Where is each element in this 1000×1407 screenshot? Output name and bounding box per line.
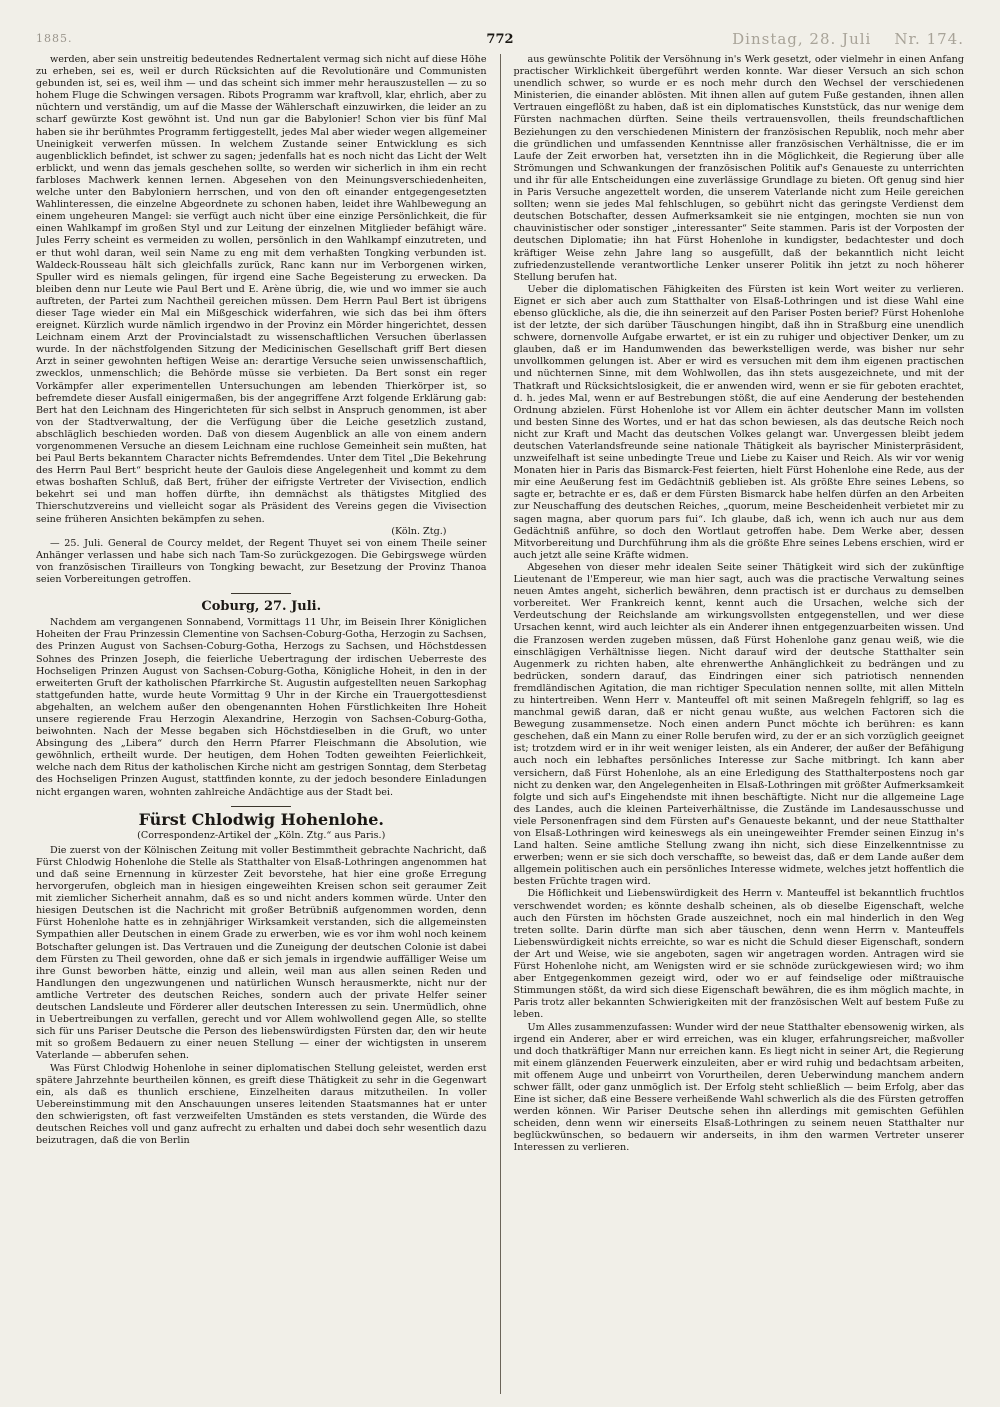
article-paragraph: Ueber die diplomatischen Fähigkeiten des Fürsten ist kein Wort weiter zu verlieren. Eignet er sich aber auch zum Statthalter von Elsaß-Lothringen und ist diese Wahl eine ebenso glückliche, als die, die ihn seinerzeit auf den Pariser Posten berief? Fürst Hohenlohe ist der letzte, der sich darüber Täuschungen hingibt, daß ihn in Straßburg eine unendlich schwere, dornenvolle Aufgabe erwartet, er ist ein zu ruhiger und objectiver Denker, um zu glauben, daß er im Handumwenden das bewerkstelligen werde, was bisher nur sehr unvollkommen gelungen ist. Aber er wird es versuchen mit dem ihm eigenen practischen und nüchternen Sinne, mit dem Wohlwollen, das ihn stets ausgezeichnete, und mit der Thatkraft und Rücksichtslosigkeit, die er anwenden wird, wenn er sie für geboten erachtet, d. h. jedes Mal, wenn er auf Bestrebungen stößt, die auf eine Aenderung der bestehenden Ordnung abzielen. Fürst Hohenlohe ist vor Allem ein ächter deutscher Mann im vollsten und besten Sinne des Wortes, und er hat das schon bewiesen, als das deutsche Reich noch nicht zur Kraft und Macht das deutschen Volkes gelangt war. Unvergessen bleibt jedem deutschen Vaterlandsfreunde seine nationale Thätigkeit als bayrischer Ministerpräsident, unzweifelhaft ist seine unbedingte Treue und Liebe zu Kaiser und Reich. Als wir vor wenig Monaten hier in Paris das Bismarck-Fest feierten, hielt Fürst Hohenlohe eine Rede, aus der mir eine Aeußerung fest im Gedächtniß geblieben ist. Als größte Ehre seines Lebens, so sagte er, betrachte er es, daß er dem Fürsten Bismarck habe helfen dürfen an den Arbeiten zur Neuschaffung des deutschen Reiches, „quorum, meine Bescheidenheit verbietet mir zu sagen magna, aber quorum pars fui“. Ich glaube, daß ich, wenn ich auch nur aus dem Gedächtniß anführe, so doch den Wortlaut getroffen habe. Dem Werke aber, dessen Mitvorbereitung und Durchführung ihm als die größte Ehre seines Lebens erschien, wird er auch jetzt alle seine Kräfte widmen. <box>513 283 964 561</box>
date-partial: Dinstag, 28. Juli <box>732 30 872 48</box>
paris-report-text: werden, aber sein unstreitig bedeutendes Rednertalent vermag sich nicht auf diese Höhe zu erheben, sei es, weil er durch Rücksichten auf die Revolutionäre und Communisten gebunden ist, sei es, weil ihm — und das scheint sich immer mehr herauszustellen — zu so hohem Fluge die Schwingen versagen. Ribots Programm war kraftvoll, klar, ehrlich, aber zu nüchtern und verständig, um auf die Masse der Wählerschaft einzuwirken, die leider an zu scharf gewürzte Kost gewöhnt ist. Und nun gar die Babylonier! Schon vier bis fünf Mal haben sie ihr berühmtes Programm fertiggestellt, jedes Mal aber wieder wegen allgemeiner Uneinigkeit verwerfen müssen. In welchem Zustande seiner Entwicklung es sich augenblicklich befindet, ist schwer zu sagen; jedenfalls hat es noch nicht das Licht der Welt erblickt, und wenn das jemals geschehen sollte, so werden wir sicherlich in ihm ein recht farbloses Machwerk kennen lernen. Abgesehen von den Meinungsverschiedenheiten, welche unter den Babyloniern herrschen, und von den oft einander entgegengesetzten Wahlinteressen, die einzelne Abgeordnete zu schonen haben, leidet ihre Wahlbewegung an einem ungeheuren Mangel: sie verfügt auch nicht über eine einzige Persönlichkeit, die für einen Wahlkampf im großen Styl und zur Leitung der einzelnen Mitglieder befähigt wäre. Jules Ferry scheint es vermeiden zu wollen, persönlich in den Wahlkampf einzutreten, und er thut wohl daran, weil sein Name zu eng mit dem verhaßten Tongking verbunden ist. Waldeck-Rousseau hält sich gleichfalls zurück, Ranc kann nur im Verborgenen wirken, Spuller wird es niemals gelingen, für irgend eine Sache Begeisterung zu erwecken. Da bleiben denn nur Leute wie Paul Bert und E. Arène übrig, die, wie und wo immer sie auch auftreten, der Partei zum Nachtheil gereichen müssen. Dem Herrn Paul Bert ist übrigens dieser Tage wieder ein Mal ein Mißgeschick widerfahren, wie sich das bei ihm öfters ereignet. Kürzlich wurde nämlich irgendwo in der Provinz ein Mörder hingerichtet, dessen Leichnam einem Arzt der Provincialstadt zu wissenschaftlichen Versuchen überlassen wurde. In der nächstfolgenden Sitzung der Medicinischen Gesellschaft griff Bert diesen Arzt in seiner gewohnten heftigen Weise an: derartige Versuche seien unwissenschaftlich, zwecklos, unmenschlich; die Behörde müsse sie verbieten. Da Bert sonst ein reger Vorkämpfer aller experimentellen Untersuchungen am lebenden Thierkörper ist, so befremdete dieser Ausfall einigermaßen, bis der angegriffene Arzt folgende Erklärung gab: Bert hat den Leichnam des Hingerichteten für sich selbst in Anspruch genommen, ist aber von der Stadtverwaltung, der die Verfügung über die Leiche gesetzlich zustand, abschläglich beschieden worden. Daß von diesem Augenblick an alle von einem andern vorgenommenen Versuche an diesem Leichnam eine ruchlose Gemeinheit sein mußten, hat bei Paul Berts bekanntem Character nichts Befremdendes. Unter dem Titel „Die Bekehrung des Herrn Paul Bert“ bespricht heute der Gaulois diese Angelegenheit und kommt zu dem etwas boshaften Schluß, daß Bert, früher der eifrigste Vertreter der Vivisection, endlich bekehrt sei und man hoffen dürfte, ihn demnächst als thätigstes Mitglied des Thierschutzvereins und vielleicht sogar als Präsident des Vereins gegen die Vivisection seine früheren Ansichten bekämpfen zu sehen. <box>36 54 487 525</box>
tongking-report-text: — 25. Juli. General de Courcy meldet, der Regent Thuyet sei von einem Theile seiner Anhänger verlassen und habe sich nach Tam-So zurückgezogen. Die Gebirgswege würden von französischen Tirailleurs von Tongking bewacht, zur Besetzung der Provinz Thanoa seien Vorbereitungen getroffen. <box>36 537 487 586</box>
article-title: Fürst Chlodwig Hohenlohe. <box>138 809 384 829</box>
article-paragraph: aus gewünschte Politik der Versöhnung in's Werk gesetzt, oder vielmehr in einen Anfang practischer Wirklichkeit übergeführt werden konnte. War dieser Versuch an sich schon unendlich schwer, so wurde er es noch mehr durch den Wechsel der verschiedenen Ministerien, die einander ablösten. Mit ihnen allen auf gutem Fuße gestanden, ihnen allen Vertrauen eingeflößt zu haben, daß ist ein diplomatisches Kunststück, das nur wenige dem Fürsten nachmachen dürften. Seine theils vertrauensvollen, theils freundschaftlichen Beziehungen zu den verschiedenen Ministern der französischen Republik, noch mehr aber die gründlichen und umfassenden Kenntnisse aller französischen Verhältnisse, die er im Laufe der Zeit erworben hat, versetzten ihn in die Möglichkeit, die Regierung über alle Strömungen und Schwankungen der französischen Politik auf's Genaueste zu unterrichten und ihr für alle Entscheidungen eine zuverlässige Grundlage zu bieten. Oft genug sind hier in Paris Versuche angezettelt worden, die unserem Vaterlande nicht zum Heile gereichen sollten; wenn sie jedes Mal fehlschlugen, so gebührt nicht das geringste Verdienst dem deutschen Botschafter, dessen Aufmerksamkeit sie nie entgingen, mochten sie nun von chauvinistischer oder sonstiger „interessanter“ Seite stammen. Paris ist der Vorposten der deutschen Diplomatie; ihn hat Fürst Hohenlohe in kundigster, bedachtester und doch kräftiger Weise zehn Jahre lang so ausgefüllt, daß der bekanntlich nicht leicht zufriedenzustellende verantwortliche Lenker unserer Politik ihn jetzt zu noch höherer Stellung berufen hat. <box>513 54 964 283</box>
left-column <box>36 54 487 1394</box>
section-rule <box>231 806 291 807</box>
right-column <box>513 54 964 1394</box>
article-paragraph: Um Alles zusammenzufassen: Wunder wird der neue Statthalter ebensowenig wirken, als irgend ein Anderer, aber er wird erreichen, was ein kluger, erfahrungsreicher, maßvoller und doch thatkräftiger Mann nur erreichen kann. Es liegt nicht in seiner Art, die Regierung mit einem glänzenden Feuerwerk einzuleiten, aber er wird ruhig und bedachtsam arbeiten, mit offenem Auge und unbeirrt von Vorurtheilen, deren Ueberwindung manchem andern schwer fällt, oder ganz unmöglich ist. Der Erfolg steht schließlich — beim Erfolg, aber das Eine ist sicher, daß eine Bessere verheißende Wahl schwerlich als die des Fürsten getroffen werden können. Wir Pariser Deutsche sehen ihn allerdings mit gemischten Gefühlen scheiden, denn wenn wir einerseits Elsaß-Lothringen zu seinem neuen Statthalter nur beglückwünschen, so bedauern wir anderseits, in ihm den warmen Vertreter unserer Interessen zu verlieren. <box>513 1021 964 1154</box>
article-paragraph: Was Fürst Chlodwig Hohenlohe in seiner diplomatischen Stellung geleistet, werden erst spätere Jahrzehnte beurtheilen können, es greift diese Thätigkeit zu sehr in die Gegenwart ein, als daß es thunlich erschiene, Einzelheiten daraus mitzutheilen. In voller Uebereinstimmung mit den Anschauungen unseres leitenden Staatsmannes hat er unter den schwierigsten, oft fast verzweifelten Umständen es stets verstanden, die Würde des deutschen Reiches voll und ganz aufrecht zu erhalten und dabei doch sehr wesentlich dazu beizutragen, daß die von Berlin <box>36 1062 487 1147</box>
coburg-report-text: Nachdem am vergangenen Sonnabend, Vormittags 11 Uhr, im Beisein Ihrer Königlichen Hoheiten der Frau Prinzessin Clementine von Sachsen-Coburg-Gotha, Herzogin zu Sachsen, des Prinzen August von Sachsen-Coburg-Gotha, Herzogs zu Sachsen, und Höchstdessen Sohnes des Prinzen Joseph, die feierliche Uebertragung der irdischen Ueberreste des Hochseligen Prinzen August von Sachsen-Coburg-Gotha, Königliche Hoheit, in den in der erweiterten Gruft der katholischen Pfarrkirche St. Augustin aufgestellten neuen Sarkophag stattgefunden hatte, wurde heute Vormittag 9 Uhr in der Kirche ein Trauergottesdienst abgehalten, an welchem außer den obengenannten Hohen Fürstlichkeiten Ihre Hoheit unsere regierende Frau Herzogin Alexandrine, Herzogin von Sachsen-Coburg-Gotha, beiwohnten. Nach der Messe begaben sich Höchstdieselben in die Gruft, wo unter Absingung des „Libera“ durch den Herrn Pfarrer Fleischmann die Absolution, wie gewöhnlich, ertheilt wurde. Der heutigen, dem Hohen Todten geweihten Feierlichkeit, welche nach dem Ritus der katholischen Kirche nicht am gestrigen Sonntag, dem Sterbetag des Hochseligen Prinzen August, stattfinden konnte, zu der jedoch besondere Einladungen nicht ergangen waren, wohnten zahlreiche Andächtige aus der Stadt bei. <box>36 617 487 798</box>
article-paragraph: Die Höflichkeit und Liebenswürdigkeit des Herrn v. Manteuffel ist bekanntlich fruchtlos verschwendet worden; es könnte deshalb scheinen, als ob dieselbe Eigenschaft, welche auch den Fürsten im höchsten Grade auszeichnet, noch ein mal hinderlich in den Weg treten sollte. Darin dürfte man sich aber täuschen, denn wenn Herrn v. Manteuffels Liebenswürdigkeit nichts erreichte, so war es nicht die Schuld dieser Eigenschaft, sondern der Art und Weise, wie sie angeboten, sagen wir angetragen worden. Antragen wird sie Fürst Hohenlohe nicht, am Wenigsten wird er sie schnöde zurückgewiesen wird; wo ihm aber Entgegenkommen gezeigt wird, oder wo er auf feindselige oder mißtrauische Stimmungen stößt, da wird sich diese Eigenschaft bewähren, die es ihm möglich machte, in Paris trotz aller bekannten Schwierigkeiten mit der französischen Welt auf bestem Fuße zu leben. <box>513 888 964 1021</box>
coburg-dateline: Coburg, 27. Juli. <box>201 599 322 615</box>
article-paragraph: Abgesehen von dieser mehr idealen Seite seiner Thätigkeit wird sich der zukünftige Lieutenant de l'Empereur, wie man hier sagt, auch was die practische Verwaltung seines neuen Amtes angeht, sicherlich bewähren, denn practisch ist er durchaus zu demselben vorbereitet. Wer Frankreich kennt, kennt auch die Ursachen, welche sich der Verdeutschung der Reichslande am wirkungsvollsten entgegenstellen, und wer diese Ursachen kennt, wird auch leichter als ein Anderer ihnen entgegenzuarbeiten wissen. Und die Franzosen werden zugeben müssen, daß Fürst Hohenlohe ganz genau weiß, wie die einschlägigen Verhältnisse liegen. Nicht darauf wird der deutsche Statthalter sein Augenmerk zu richten haben, alte ehrenwerthe Anhänglichkeit zu bedrängen und zu bedrücken, sondern darauf, das Eindringen einer sich patriotisch nennenden fremdländischen Agitation, die man richtiger Speculation nennen sollte, mit allen Mitteln zu hintertreiben. Wenn Herr v. Manteuffel oft mit seinen Maßregeln fehlgriff, so lag es manchmal gewiß daran, daß er nicht genau wußte, aus welchen Factoren sich die Bewegung zusammensetze. Noch einen andern Punct möchte ich berühren: es kann geschehen, daß ein Mann zu einer Rolle berufen wird, zu der er an sich vorzüglich geeignet ist; trotzdem wird er in ihr weit weniger leisten, als ein Anderer, der außer der Befähigung auch noch ein lebhaftes persönliches Interesse zur Sache mitbringt. Ich kann aber versichern, daß Fürst Hohenlohe, als an eine Erledigung des Statthalterpostens noch gar nicht zu denken war, den Angelegenheiten in Elsaß-Lothringen mit größter Aufmerksamkeit folgte und sich auf's Eingehendste mit ihnen beschäftigte. Nicht nur die allgemeine Lage des Landes, auch die kleinen Parteiverhältnisse, die Zustände im Landesausschusse und viele Personenfragen sind dem Fürsten auf's Genaueste bekannt, und der neue Statthalter von Elsaß-Lothringen wird keineswegs als ein uneingeweihter Fremder seinen Einzug in's Land halten. Seine amtliche Stellung zwang ihn nicht, sich diese Einzelkenntnisse zu erwerben; wenn er sie sich doch verschaffte, so beweist das, daß er dem Lande außer dem allgemein politischen auch ein persönliches Interesse widmete, welches jetzt hoffentlich die besten Früchte tragen wird. <box>513 561 964 888</box>
column-divider <box>500 54 501 1394</box>
article-subtitle: (Correspondenz-Artikel der „Köln. Ztg.“ aus Paris.) <box>137 829 386 841</box>
source-signature: (Köln. Ztg.) <box>391 525 447 537</box>
issue-partial: Nr. 174. <box>894 30 964 48</box>
columns <box>36 54 964 1394</box>
issue-header <box>732 30 964 48</box>
year-partial: 1885. <box>36 32 73 45</box>
page-number: 772 <box>486 32 514 47</box>
article-paragraph: Die zuerst von der Kölnischen Zeitung mit voller Bestimmtheit gebrachte Nachricht, daß Fürst Chlodwig Hohenlohe die Stelle als Statthalter von Elsaß-Lothringen angenommen hat und daß seine Ernennung in kürzester Zeit bevorstehe, hat hier eine große Erregung hervorgerufen, obgleich man in hiesigen eingeweihten Kreisen schon seit geraumer Zeit mit ziemlicher Sicherheit annahm, daß es so und nicht anders kommen würde. Unter den hiesigen Deutschen ist die Nachricht mit großer Betrübniß aufgenommen worden, denn Fürst Hohenlohe hatte es in zehnjähriger Wirksamkeit verstanden, sich die allgemeinsten Sympathien aller Deutschen in einem Grade zu erwerben, wie es vor ihm wohl noch keinem Botschafter gelungen ist. Das Vertrauen und die Zuneigung der deutschen Colonie ist dabei dem Fürsten zu Theil geworden, ohne daß er sich jemals in irgendwie auffälliger Weise um ihre Gunst beworben hätte, einzig und allein, weil man aus allen seinen Reden und Handlungen den ungezwungenen und natürlichen Wunsch herausmerkte, nicht nur der amtliche Vertreter des deutschen Reiches, sondern auch der private Helfer seiner deutschen Landsleute und Förderer aller deutschen Interessen zu sein. Unermüdlich, ohne in Uebertreibungen zu verfallen, gerecht und vor Allem wohlwollend gegen Alle, so stellte sich für uns Pariser Deutsche die Person des liebenswürdigsten Fürsten dar, den wir heute mit so großem Bedauern zu einer neuen Stellung — einer der wichtigsten in unserem Vaterlande — abberufen sehen. <box>36 844 487 1062</box>
section-rule <box>231 593 291 594</box>
masthead <box>36 30 964 54</box>
